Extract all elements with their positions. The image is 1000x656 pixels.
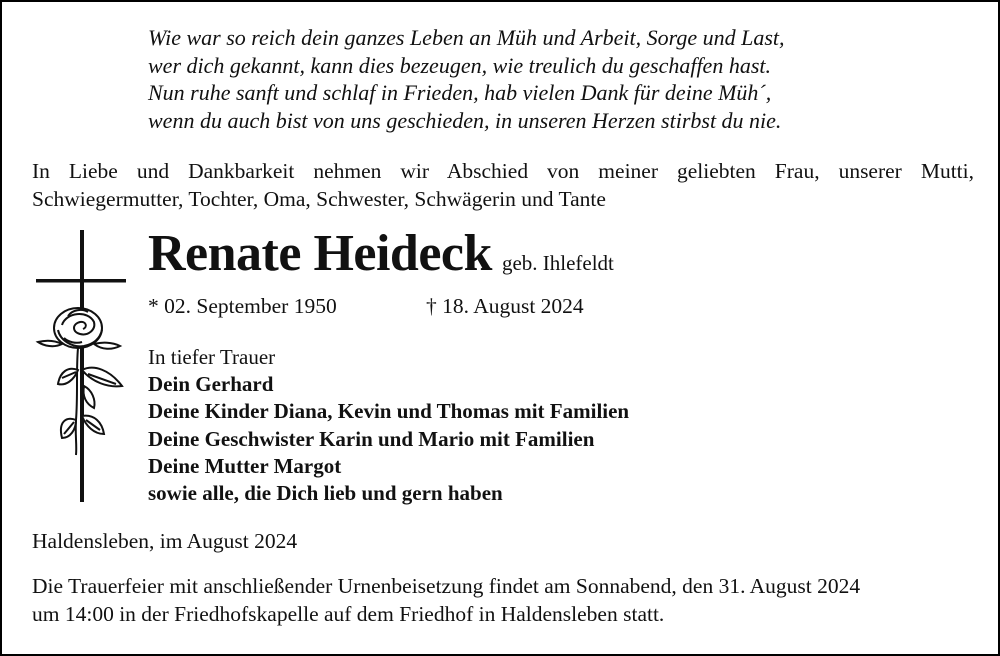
birth-date: * 02. September 1950 xyxy=(148,294,337,318)
mourner-line: sowie alle, die Dich lieb und gern haben xyxy=(148,481,503,506)
poem-line: Nun ruhe sanft und schlaf in Frieden, hab vielen Dank für deine Müh´, xyxy=(148,80,772,105)
poem xyxy=(148,24,908,134)
mourners-heading: In tiefer Trauer xyxy=(148,345,276,369)
mourner-line: Dein Gerhard xyxy=(148,372,274,397)
death-date: † 18. August 2024 xyxy=(426,294,584,318)
intro-line: In Liebe und Dankbarkeit nehmen wir Abschied von meiner geliebten Frau, unserer Mutti, xyxy=(32,159,974,183)
service-info xyxy=(32,572,982,628)
intro-text xyxy=(32,157,974,213)
mourner-line: Deine Kinder Diana, Kevin und Thomas mit Familien xyxy=(148,399,630,424)
life-dates xyxy=(148,294,584,319)
poem-line: Wie war so reich dein ganzes Leben an Müh und Arbeit, Sorge und Last, xyxy=(148,25,785,50)
mourner-line: Deine Geschwister Karin und Mario mit Familien xyxy=(148,426,595,451)
maiden-name: geb. Ihlefeldt xyxy=(501,251,614,275)
mourner-line: Deine Mutter Margot xyxy=(148,453,342,478)
service-line: Die Trauerfeier mit anschließender Urnenbeisetzung findet am Sonnabend, den 31. August 2024 xyxy=(32,574,861,598)
cross-with-rose-icon xyxy=(32,230,128,505)
deceased-name: Renate Heideck xyxy=(148,225,492,282)
mourners-list xyxy=(148,344,629,507)
poem-line: wenn du auch bist von uns geschieden, in unseren Herzen stirbst du nie. xyxy=(148,107,782,133)
deceased-name-block xyxy=(148,224,614,283)
service-line: um 14:00 in der Friedhofskapelle auf dem Friedhof in Haldensleben statt. xyxy=(32,602,665,626)
place-date: Haldensleben, im August 2024 xyxy=(32,529,298,553)
poem-line: wer dich gekannt, kann dies bezeugen, wie treulich du geschaffen hast. xyxy=(148,52,771,78)
intro-line: Schwiegermutter, Tochter, Oma, Schwester, Schwägerin und Tante xyxy=(32,187,606,211)
